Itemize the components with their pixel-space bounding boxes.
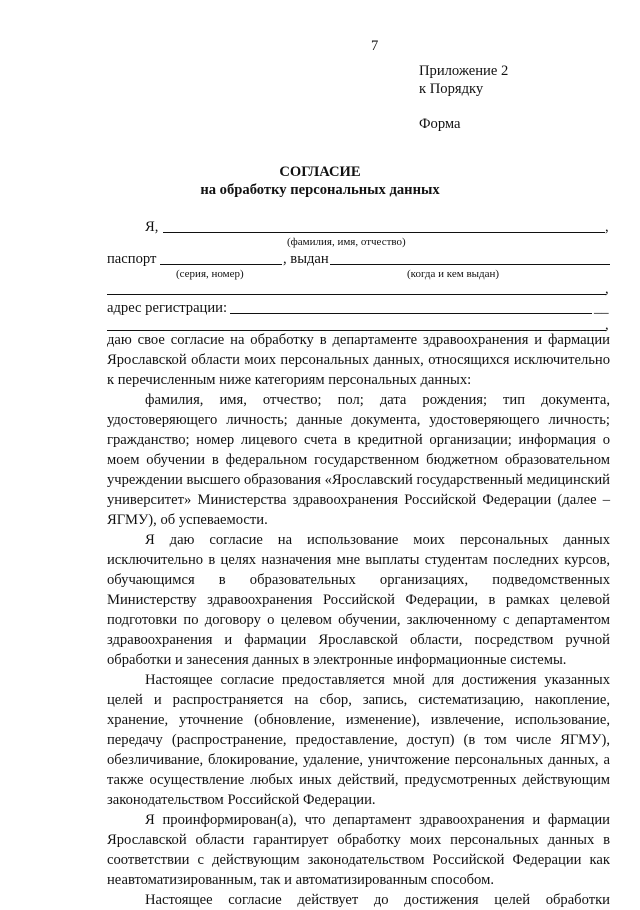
issued-line[interactable] — [330, 264, 610, 265]
series-caption: (серия, номер) — [176, 268, 244, 280]
passport-number-line[interactable] — [160, 264, 282, 265]
issued-comma: , — [605, 281, 609, 297]
consent-paragraph: даю свое согласие на обработку в департаменте здравоохранения и фармации Ярославской области моих персональных данных, относящихся исключительно к перечисленным ниже категориям персональных данных: — [107, 332, 610, 388]
address-comma: , — [605, 317, 609, 333]
validity-paragraph: Настоящее согласие действует до достижения целей обработки — [145, 892, 610, 908]
document-subtitle: на обработку персональных данных — [200, 182, 440, 198]
issued-label: , выдан — [283, 251, 329, 267]
appendix-label: Приложение 2 — [419, 63, 509, 79]
guarantee-paragraph: Я проинформирован(а), что департамент здравоохранения и фармации Ярославской области гарантирует обработку моих персональных данных в соответствии с действующим законодательством Российской Федерации как неавтоматизированным, так и автоматизированным способом. — [107, 812, 610, 888]
issued-caption: (когда и кем выдан) — [407, 268, 500, 280]
page-number: 7 — [371, 38, 379, 54]
data-categories-paragraph: фамилия, имя, отчество; пол; дата рождения; тип документа, удостоверяющего личность; данные документа, удостоверяющего личность; гражданство; номер лицевого счета в кредитной организации; информация о моем обучении в федеральном государственном бюджетном образовательном учреждении высшего образования «Ярославский государственный медицинский университет» Министерства здравоохранения Российской Федерации (далее – ЯГМУ), об успеваемости. — [107, 392, 610, 528]
form-label: Форма — [419, 116, 461, 132]
appendix-order: к Порядку — [419, 81, 484, 97]
passport-label: паспорт — [107, 251, 157, 267]
fio-line[interactable] — [163, 232, 605, 233]
fio-comma: , — [605, 219, 609, 235]
actions-paragraph: Настоящее согласие предоставляется мной для достижения указанных целей и распространяется на сбор, запись, систематизацию, накопление, хранение, уточнение (обновление, изменение), извлечение, использование, передачу (распространение, предоставление, доступ) (в том числе ЯГМУ), обезличивание, блокирование, удаление, уничтожение персональных данных, а также осуществление любых иных действий, предусмотренных действующим законодательством Российской Федерации. — [107, 672, 610, 808]
address-line[interactable] — [230, 313, 592, 314]
purpose-paragraph: Я даю согласие на использование моих персональных данных исключительно в целях назначения мне выплаты студентам последних курсов, обучающимся в образовательных организациях, подведомственных Министерству здравоохранения Российской Федерации, в рамках целевой подготовки по договору о целевом обучении, заключенному с департаментом здравоохранения и фармации Ярославской области, посредством ручной обработки и занесения данных в электронные информационные системы. — [107, 532, 610, 668]
consent-body — [107, 330, 610, 910]
i-label: Я, — [145, 219, 159, 235]
document-title: СОГЛАСИЕ — [279, 164, 361, 180]
issued-continuation-line[interactable] — [107, 294, 606, 295]
address-label: адрес регистрации: — [107, 300, 228, 316]
address-end-mark: __ — [594, 300, 609, 316]
fio-caption: (фамилия, имя, отчество) — [287, 236, 406, 248]
